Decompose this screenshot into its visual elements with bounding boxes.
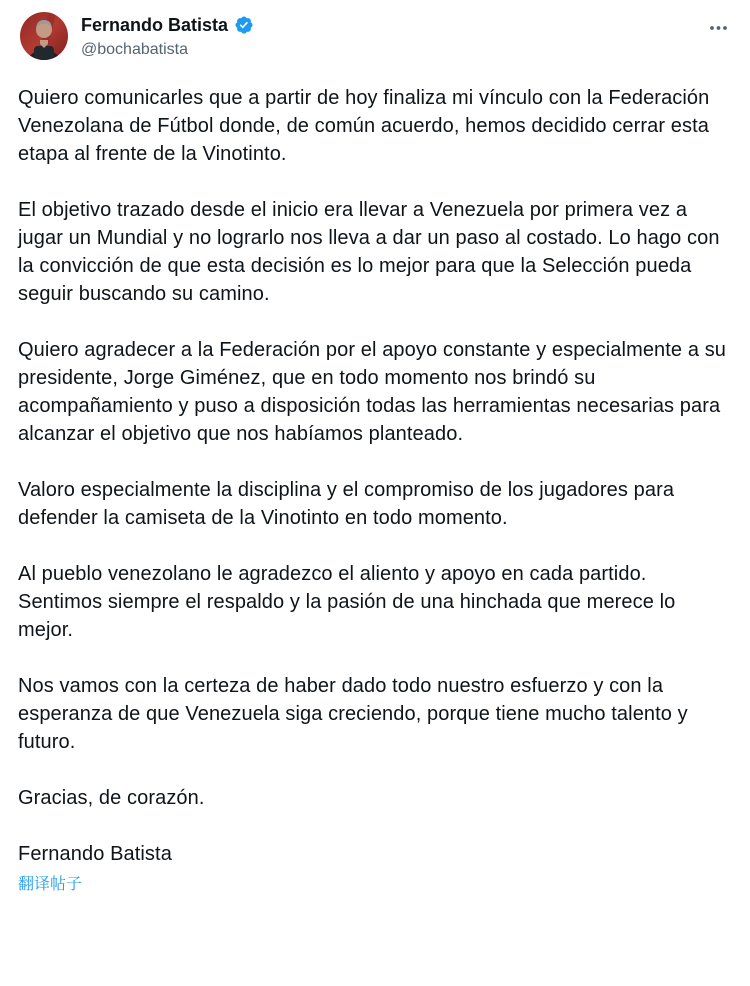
- tweet-paragraph: Valoro especialmente la disciplina y el compromiso de los jugadores para defender la camiseta de la Vinotinto en todo momento.: [18, 479, 675, 529]
- tweet-paragraph: Fernando Batista: [18, 843, 172, 865]
- avatar-image: [20, 12, 68, 60]
- tweet-paragraph: Quiero agradecer a la Federación por el apoyo constante y especialmente a su presidente, Jorge Giménez, que en todo momento nos brindó su acompañamiento y puso a disposición todas las herramientas necesarias para alcanzar el objetivo que nos habíamos planteado.: [18, 339, 727, 445]
- author-name-row: [81, 14, 254, 37]
- tweet-text: [0, 60, 750, 868]
- translate-post-link[interactable]: 翻译帖子: [18, 876, 83, 893]
- author-name[interactable]: Fernando Batista: [81, 15, 229, 35]
- tweet-paragraph: El objetivo trazado desde el inicio era llevar a Venezuela por primera vez a jugar un Mundial y no lograrlo nos lleva a dar un paso al costado. Lo hago con la convicción de que esta decisión es lo mejor para que la Selección pueda seguir buscando su camino.: [18, 199, 720, 305]
- ellipsis-icon: [709, 24, 728, 32]
- tweet-header: [0, 0, 750, 60]
- author-handle[interactable]: @bochabatista: [81, 40, 188, 58]
- avatar[interactable]: [20, 12, 68, 60]
- verified-badge-icon: [234, 15, 254, 35]
- author-block: [81, 12, 254, 60]
- more-options-button[interactable]: [705, 20, 732, 36]
- tweet-paragraph: Gracias, de corazón.: [18, 787, 205, 809]
- tweet-paragraph: Quiero comunicarles que a partir de hoy finaliza mi vínculo con la Federación Venezolana de Fútbol donde, de común acuerdo, hemos decidido cerrar esta etapa al frente de la Vinotinto.: [18, 87, 710, 165]
- tweet-paragraph: Nos vamos con la certeza de haber dado todo nuestro esfuerzo y con la esperanza de que Venezuela siga creciendo, porque tiene mucho talento y futuro.: [18, 675, 688, 753]
- tweet-paragraph: Al pueblo venezolano le agradezco el aliento y apoyo en cada partido. Sentimos siempre el respaldo y la pasión de una hinchada que merece lo mejor.: [18, 563, 676, 641]
